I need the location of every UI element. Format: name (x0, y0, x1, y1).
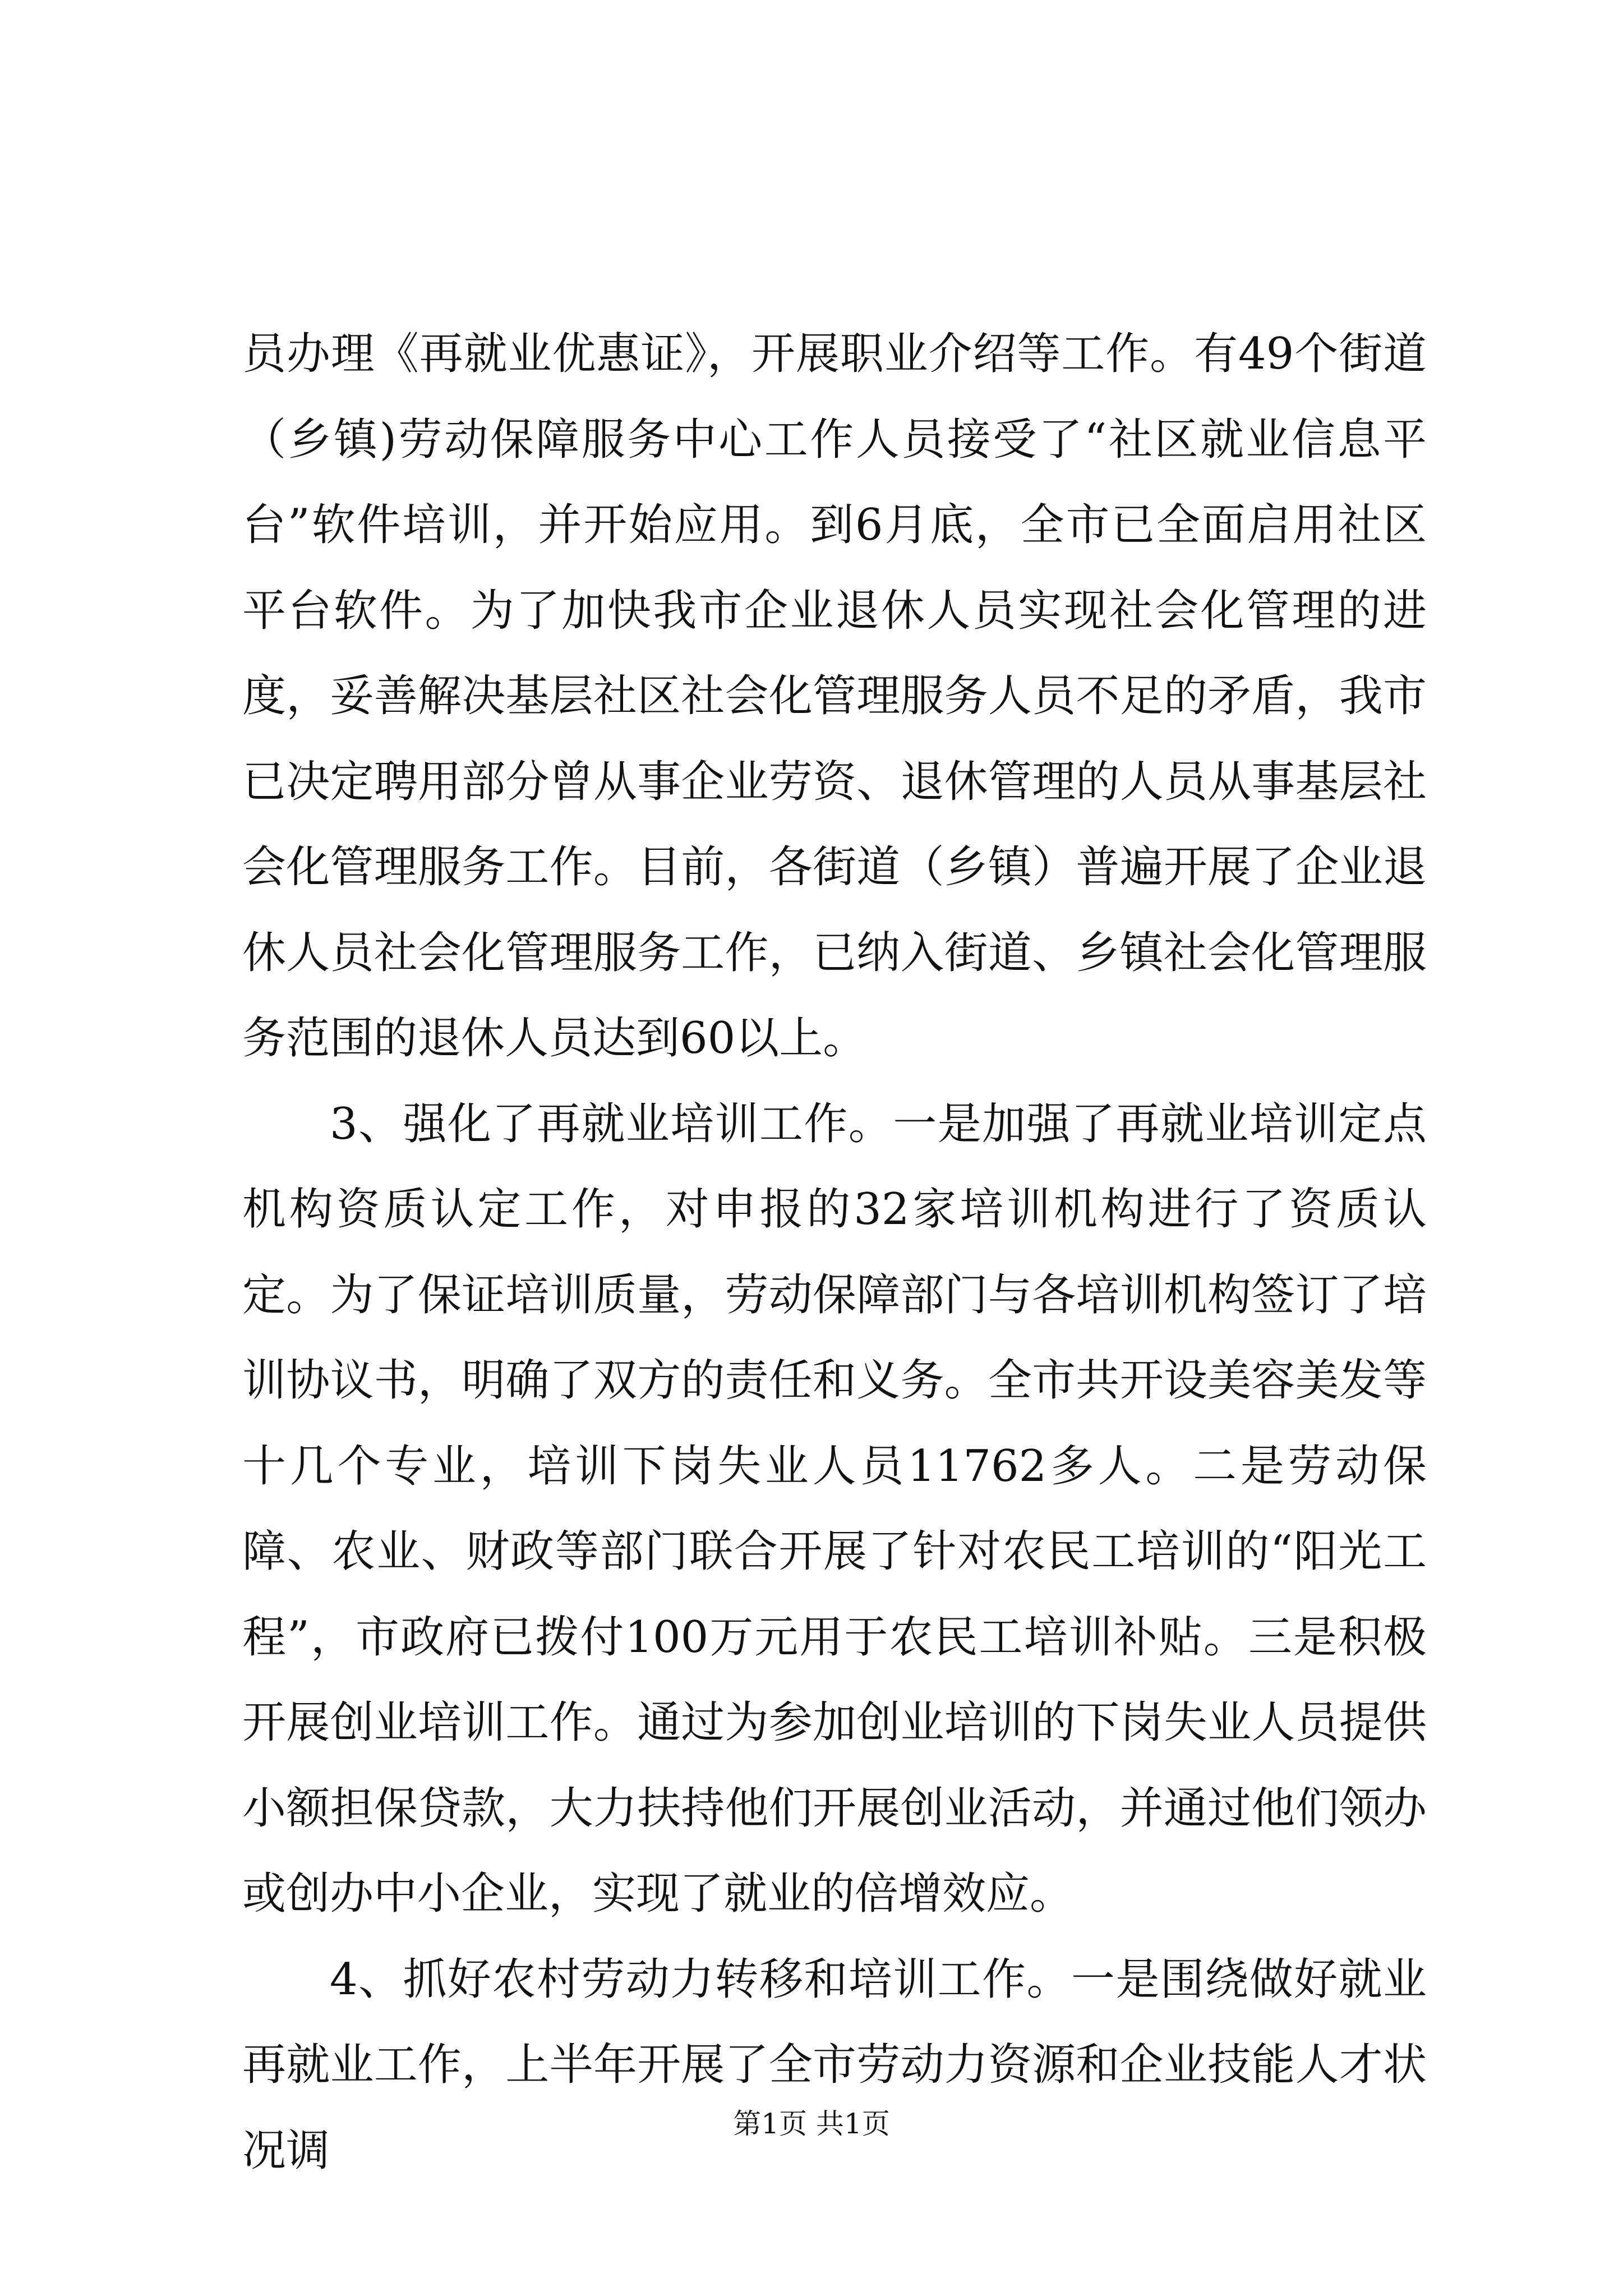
paragraph-continued: 员办理《再就业优惠证》，开展职业介绍等工作。有49个街道（乡镇)劳动保障服务中心工作人员接受了“社区就业信息平台”软件培训，并开始应用。到6月底，全市已全面启用社区平台软件。为了加快我市企业退休人员实现社会化管理的进度，妥善解决基层社区社会化管理服务人员不足的矛盾，我市已决定聘用部分曾从事企业劳资、退休管理的人员从事基层社会化管理服务工作。目前，各街道（乡镇）普遍开展了企业退休人员社会化管理服务工作，已纳入街道、乡镇社会化管理服务范围的退休人员达到60以上。 (242, 329, 1427, 1064)
paragraph-rural-labor: 4、抓好农村劳动力转移和培训工作。一是围绕做好就业再就业工作，上半年开展了全市劳动力资源和企业技能人才状况调 (242, 1954, 1427, 2176)
paragraph-retraining: 3、强化了再就业培训工作。一是加强了再就业培训定点机构资质认定工作，对申报的32家培训机构进行了资质认定。为了保证培训质量，劳动保障部门与各培训机构签订了培训协议书，明确了双方的责任和义务。全市共开设美容美发等十几个专业，培训下岗失业人员11762多人。二是劳动保障、农业、财政等部门联合开展了针对农民工培训的“阳光工程”，市政府已拨付100万元用于农民工培训补贴。三是积极开展创业培训工作。通过为参加创业培训的下岗失业人员提供小额担保贷款，大力扶持他们开展创业活动，并通过他们领办或创办中小企业，实现了就业的倍增效应。 (242, 1098, 1427, 1919)
document-body (242, 311, 1427, 2193)
page-footer: 第1页 共1页 (733, 2108, 890, 2140)
